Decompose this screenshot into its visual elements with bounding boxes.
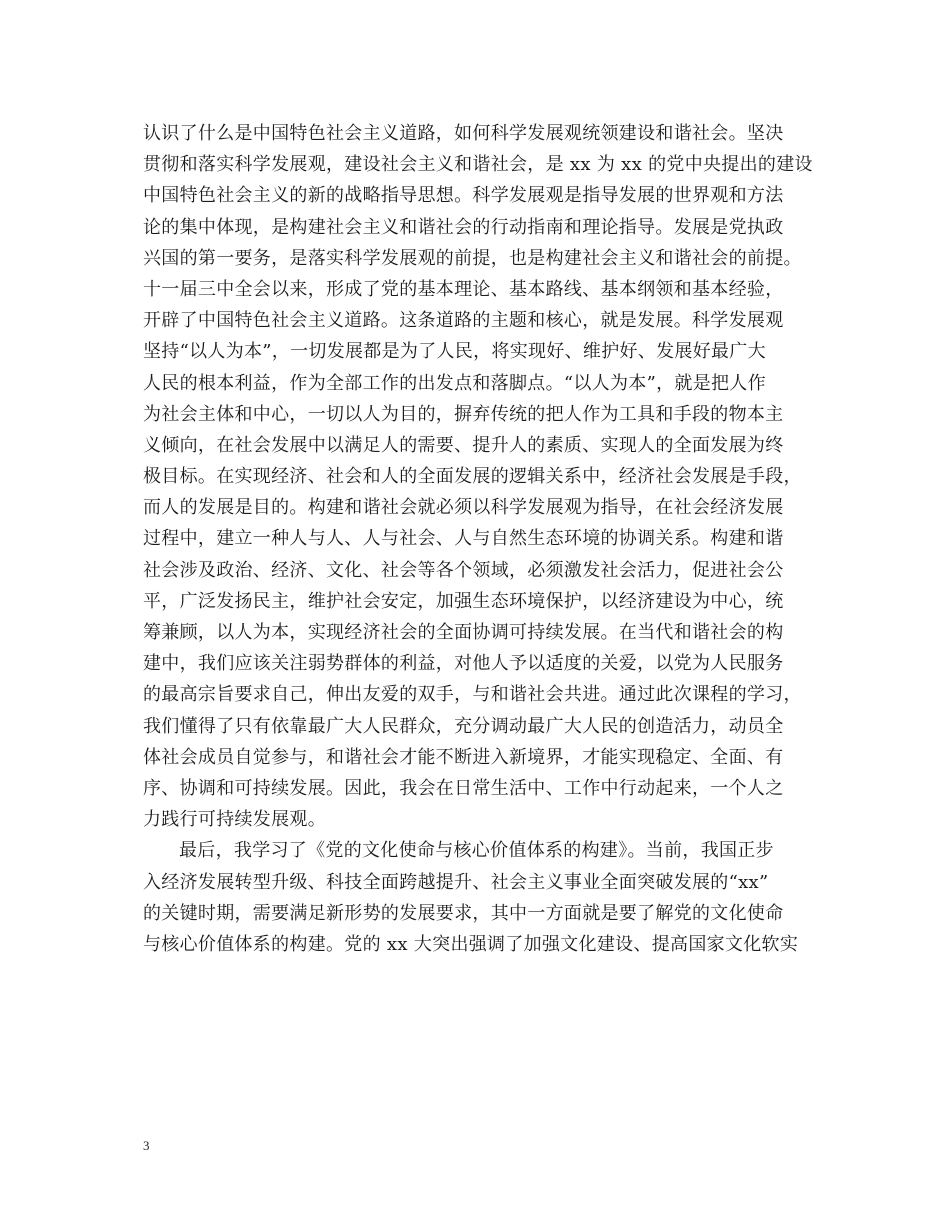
text-line: 开辟了中国特色社会主义道路。这条道路的主题和核心，就是发展。科学发展观 [143,310,784,332]
text-line: 中国特色社会主义的新的战略指导思想。科学发展观是指导发展的世界观和方法 [143,185,784,207]
text-line: 的关键时期，需要满足新形势的发展要求，其中一方面就是要了解党的文化使命 [143,902,784,924]
text-line: 兴国的第一要务，是落实科学发展观的前提，也是构建社会主义和谐社会的前提。 [143,247,802,269]
text-line: 社会涉及政治、经济、文化、社会等各个领域，必须激发社会活力，促进社会公 [143,559,784,581]
text-line: 人民的根本利益，作为全部工作的出发点和落脚点。“以人为本”，就是把人作 [143,372,766,394]
text-line: 与核心价值体系的构建。党的 xx 大突出强调了加强文化建设、提高国家文化软实 [143,933,799,955]
text-line: 而人的发展是目的。构建和谐社会就必须以科学发展观为指导，在社会经济发展 [143,497,784,519]
text-line: 贯彻和落实科学发展观，建设社会主义和谐社会，是 xx 为 xx 的党中央提出的建设 [143,154,813,176]
text-line: 平，广泛发扬民主，维护社会安定，加强生态环境保护，以经济建设为中心，统 [143,590,784,612]
text-line: 的最高宗旨要求自己，伸出友爱的双手，与和谐社会共进。通过此次课程的学习， [143,684,802,706]
text-line: 坚持“以人为本”，一切发展都是为了人民，将实现好、维护好、发展好最广大 [143,341,766,363]
text-line: 入经济发展转型升级、科技全面跨越提升、社会主义事业全面突破发展的“xx” [143,871,769,893]
text-line: 十一届三中全会以来，形成了党的基本理论、基本路线、基本纲领和基本经验， [143,278,784,300]
paragraph-start-line: 最后，我学习了《党的文化使命与核心价值体系的构建》。当前，我国正步 [179,840,774,862]
body-text [143,118,823,960]
text-line: 我们懂得了只有依靠最广大人民群众，充分调动最广大人民的创造活力，动员全 [143,715,784,737]
text-line: 体社会成员自觉参与，和谐社会才能不断进入新境界，才能实现稳定、全面、有 [143,746,784,768]
text-line: 极目标。在实现经济、社会和人的全面发展的逻辑关系中，经济社会发展是手段， [143,466,802,488]
text-line: 序、协调和可持续发展。因此，我会在日常生活中、工作中行动起来，一个人之 [143,777,784,799]
text-line: 论的集中体现，是构建社会主义和谐社会的行动指南和理论指导。发展是党执政 [143,216,784,238]
text-line: 力践行可持续发展观。 [143,809,326,831]
text-line: 筹兼顾，以人为本，实现经济社会的全面协调可持续发展。在当代和谐社会的构 [143,622,784,643]
text-line: 义倾向，在社会发展中以满足人的需要、提升人的素质、实现人的全面发展为终 [143,434,784,456]
text-line: 建中，我们应该关注弱势群体的利益，对他人予以适度的关爱，以党为人民服务 [143,653,784,675]
text-line: 为社会主体和中心，一切以人为目的，摒弃传统的把人作为工具和手段的物本主 [143,403,784,425]
text-line: 认识了什么是中国特色社会主义道路，如何科学发展观统领建设和谐社会。坚决 [143,123,784,144]
text-line: 过程中，建立一种人与人、人与社会、人与自然生态环境的协调关系。构建和谐 [143,528,784,550]
page-number: 3 [143,1138,150,1153]
